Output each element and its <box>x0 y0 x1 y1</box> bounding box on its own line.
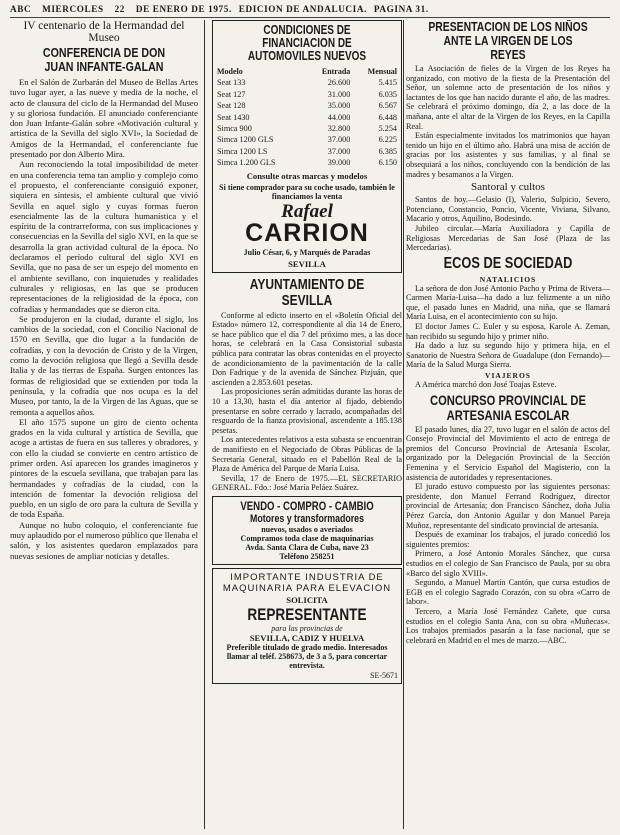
column-middle <box>212 20 402 835</box>
entry-cell: 37.000 <box>327 146 351 156</box>
entry-cell: 26.600 <box>327 78 351 88</box>
column-left <box>10 20 198 835</box>
finance-row <box>216 157 398 168</box>
presentation-paragraph: Están especialmente invitados los matrimonios que hayan tenido un hijo en el último año. Habrá una misa de acción de gracias por los asistentes y sus familias, y al final se obsequiará a los niños, concluyendo con la bendición de las madres y besamanos a la Virgen. <box>406 131 610 179</box>
natalicio-paragraph: La señora de don José Antonio Pacho y Prima de Rivera—Carmen María-Luisa—ha dado a luz felizmente a un niño que, el pasado lunes en Madrid, una niña, que se llamará María Luisa, en el acontecimiento con su hijo. <box>406 283 610 322</box>
column-right <box>406 20 610 835</box>
natalicio-paragraph: Ha dado a luz su segundo hijo y primera hija, en el Sanatorio de Nuestra Señora de Guadalupe (don Fernando)—María de la Salud Murga Sierra. <box>406 341 610 370</box>
masthead: ABC <box>10 4 32 14</box>
job-ad-headline: REPRESENTANTE <box>247 604 367 624</box>
monthly-cell: 5.415 <box>378 78 397 88</box>
finance-row <box>216 123 398 134</box>
monthly-cell: 6.150 <box>378 158 397 168</box>
finance-row <box>216 100 398 111</box>
presentation-paragraph: La Asociación de fieles de la Virgen de los Reyes ha organizado, con motivo de la fiesta de la Presentación del Señor, un solemne acto de presentación de los niños y lactantes de los que han nacido durante el año, de las madres. Se celebrará el próximo domingo, día 2, a las doce de la mañana, ante el altar de la Virgen de los Reyes, en la Capilla Real. <box>406 64 610 131</box>
model-cell: Seat 127 <box>217 89 246 99</box>
car-ad-address: Julio César, 6, y Marqués de Paradas <box>243 247 371 257</box>
motors-ad <box>212 496 402 565</box>
car-ad-city: SEVILLA <box>288 258 326 269</box>
brand-logo <box>216 200 398 247</box>
finance-row <box>216 112 398 123</box>
article-kicker: IV centenario de la Hermandad del Museo <box>23 20 185 44</box>
motors-ad-subtitle: Motores y transformadores <box>250 512 364 525</box>
motors-ad-line: nuevos, usados o averiados <box>261 524 353 534</box>
entry-cell: 31.000 <box>327 89 351 99</box>
entry-cell: 35.000 <box>327 101 351 111</box>
natalicios-heading: NATALICIOS <box>479 274 537 284</box>
article-paragraph: Aun reconociendo la total imposibilidad de meter en una conferencia tema tan amplio y complejo como el propuesto, el conferenciante consiguió exponer, siquiera en síntesis, el ambiente cultural que vivió Sevilla en aquel siglo y cuyas formas fueron esencialmente las de la cultura humanística y el espíritu de la contrarreforma, con sus implicaciones y consecuencias en la Sevilla del siglo XVI, en la que se desarrolla la gran actividad cultural de la época. No declaramos el período cultural del siglo XVI en Sevilla, que no pasa de ser un espejo del momento en el ambiente sevillano, con inquietudes y realidades culturales y religiosas, en las que se producen representaciones de la religiosidad de la época, con cofradías y hermandades que se dieron cita. <box>10 159 198 314</box>
brand-first-name: Rafael <box>281 200 333 222</box>
concurso-headline: CONCURSO PROVINCIAL DE ARTESANIA ESCOLAR <box>430 391 586 423</box>
brand-surname: CARRION <box>245 218 369 247</box>
job-ad-areas: SEVILLA, CADIZ Y HUELVA <box>249 632 365 643</box>
model-cell: Simca 1200 LS <box>217 146 268 156</box>
article-paragraph: El año 1575 supone un giro de ciento ochenta grados en la vida cultural y artística de Sevilla, que acoge a artistas de fuera en sus talleres y obradores, y con ello la ciudad se convierte en centro artístico de primer orden. Así aparecen los grandes imagineros y pintores de la escuela sevillana, que trabajan para las hermandades y cofradías de la ciudad, con la intención de fomentar la devoción religiosa del pueblo, en un siglo de oro para la cultura de Sevilla y de toda España. <box>10 416 198 520</box>
car-ad-headline: CONDICIONES DE FINANCIACION DE AUTOMOVILES NUEVOS <box>247 23 367 63</box>
job-ad-intro: IMPORTANTE INDUSTRIA DE MAQUINARIA PARA ELEVACION <box>222 571 392 594</box>
entry-cell: 37.000 <box>327 135 351 145</box>
entry-cell: 32.800 <box>327 124 351 134</box>
finance-row <box>216 146 398 157</box>
santoral-paragraph: Santos de hoy.—Gelasio (I), Valerio, Sulpicio, Severo, Potenciano, Constancio, Poncio, Vicente, Viviana, Silvano, Macario y otros, Aquilino, Bodesindo. <box>406 195 610 224</box>
model-cell: Seat 133 <box>217 78 246 88</box>
concurso-paragraph: Segundo, a Manuel Martín Cantón, que cursa estudios de EGB en el colegio Sagrado Corazón, con su obra «Carro de labor». <box>406 578 610 607</box>
column-rule <box>403 20 404 829</box>
model-cell: Seat 1430 <box>217 112 250 122</box>
model-cell: Simca 1200 GLS <box>217 135 274 145</box>
ayuntamiento-paragraph: Los antecedentes relativos a esta subasta se encuentran de manifiesto en el Negociado de Obras Públicas de la Secretaría General, situado en el Pabellón Real de la Plaza de América del Parque de María Luisa. <box>212 435 402 474</box>
ayuntamiento-headline: AYUNTAMIENTO DE SEVILLA <box>249 275 365 309</box>
monthly-cell: 6.385 <box>378 146 397 156</box>
concurso-paragraph: Tercero, a María José Fernández Cañete, que cursa estudios en el colegio Santa Ana, con su obra «Muñecas». Los trabajos premiados pasarán a la fase nacional, que se celebrará en Madrid en el mes de marzo.—ABC. <box>406 606 610 645</box>
column-rule <box>204 20 205 829</box>
monthly-cell: 6.567 <box>378 101 397 111</box>
model-cell: Simca 900 <box>217 124 252 134</box>
job-ad-ref: SE-5671 <box>370 670 398 680</box>
finance-row <box>216 134 398 145</box>
viajeros-heading: VIAJEROS <box>485 371 531 381</box>
article-paragraph: Se produjeron en la ciudad, durante el siglo, los cambios de la sociedad, con el Concilio Nacional de 1570 en Sevilla, que dio lugar a la fundación de cofradías, y con la devoción de Cristo y de la Virgen, como la devoción religiosa que llegó a Sevilla desde Italia y de las tierras de España. Surgen entonces las formas de religiosidad que se extienden por toda la península, y la cofradía que nos ocupa es la del Museo, por tanto, la de la Virgen de las Aguas, que se remonta a aquellos años. <box>10 313 198 417</box>
presentation-headline: PRESENTACION DE LOS NIÑOS ANTE LA VIRGEN DE LOS REYES <box>428 20 588 62</box>
entry-cell: 39.000 <box>327 158 351 168</box>
job-ad-verb: SOLICITA <box>286 594 328 605</box>
car-ad-note: Consulte otras marcas y modelos <box>246 170 368 181</box>
ecos-heading: ECOS DE SOCIEDAD <box>443 254 573 272</box>
article-headline: CONFERENCIA DE DON JUAN INFANTE-GALAN <box>42 45 166 74</box>
job-ad-requirements: Preferible titulado de grado medio. Interesados llamar al teléf. 258673, de 3 a 5, para concertar entrevista. <box>226 642 388 671</box>
header-month: DE ENERO DE 1975. <box>135 4 232 14</box>
car-ad-slogan: Si tiene comprador para su coche usado, también le financiamos la venta <box>219 182 395 201</box>
concurso-paragraph: El jurado estuvo compuesto por las siguientes personas: presidente, don Manuel Ferrand Rodríguez, director provincial de Artesanía; don Francisco Sánchez, doña Julia Pérez García, don Antonio Aguilar y don Manuel Pareja Muñoz, representante del sindicato provincial de artesanía. <box>406 482 610 530</box>
ayuntamiento-paragraph: Las proposiciones serán admitidas durante las horas de 10 a 13,30, hasta el día anterior al fijado, debiendo presentarse en sobre cerrado y lacrado, acompañadas del resguardo de la fianza provisional, ascendente a 185.138 pesetas. <box>212 387 402 435</box>
natalicio-paragraph: El doctor James C. Euler y su esposa, Karole A. Zeman, han recibido su segundo hijo y primer niño. <box>406 322 610 341</box>
model-cell: Seat 128 <box>217 101 246 111</box>
motors-ad-line: Compramos toda clase de maquinarias <box>240 533 374 543</box>
job-ad-areas-label: para las provincias de <box>271 623 343 633</box>
col-header-monthly: Mensual <box>367 67 397 76</box>
article-paragraph: Aunque no hubo coloquio, el conferenciante fue muy aplaudido por el numeroso público que llenaba el salón, y los asistentes quedaron emplazados para nuevas sesiones de ampliar noticias y detalles. <box>10 519 198 561</box>
finance-row <box>216 89 398 100</box>
santoral-heading: Santoral y cultos <box>471 181 545 194</box>
ayuntamiento-signature: Sevilla, 17 de Enero de 1975.—EL SECRETARIO GENERAL. Fdo.: José María Peláez Suárez. <box>212 473 402 493</box>
header-weekday: MIERCOLES <box>42 4 104 14</box>
motors-ad-headline: VENDO - COMPRO - CAMBIO <box>240 498 374 513</box>
monthly-cell: 6.448 <box>378 112 397 122</box>
finance-row <box>216 77 398 88</box>
finance-table <box>216 66 398 169</box>
col-header-model: Modelo <box>217 67 243 76</box>
viajeros-paragraph: A América marchó don José Toajas Esteve. <box>415 380 557 390</box>
concurso-paragraph: Primero, a José Antonio Morales Sánchez, que cursa estudios en el colegio de San Francisco de Paula, por su obra «Barco del siglo XVIII». <box>406 549 610 578</box>
header-day: 22 <box>114 4 125 14</box>
ayuntamiento-paragraph: Conforme al edicto inserto en el «Boletín Oficial del Estado» número 12, correspondiente al día 14 de Enero, se hace público que el día 7 del próximo mes, a las doce horas, se celebrará en la Casa Consistorial subasta pública para contratar las obras contenidas en el proyecto de acondicionamiento de la pavimentación de la calle Don Fadrique y de la avenida de Sánchez Pizjuán, que ascienden a 2.853.601 pesetas. <box>212 310 402 387</box>
job-ad <box>212 568 402 684</box>
motors-ad-phone: Teléfono 258251 <box>279 551 335 561</box>
car-finance-ad <box>212 20 402 273</box>
concurso-paragraph: Después de examinar los trabajos, el jurado concedió los siguientes premios: <box>406 530 610 549</box>
model-cell: Simca 1.200 GLS <box>217 158 276 168</box>
col-header-entry: Entrada <box>321 67 351 76</box>
article-paragraph: En el Salón de Zurbarán del Museo de Bellas Artes tuvo lugar ayer, a las nueve y media de la noche, el acto de clausura del ciclo de la Hermandad del Museo y su gloriosa fundación. El anunciado conferenciante don Juan Infante-Galán sobre «Motivación cultural y artística de la Sevilla del siglo XVI», la Sociedad de Amigos de la Hermandad, el conferenciante fue presentado por don Alberto Mira. <box>10 77 198 160</box>
monthly-cell: 6.225 <box>378 135 397 145</box>
concurso-paragraph: El pasado lunes, día 27, tuvo lugar en el salón de actos del Consejo Provincial del Movimiento el acto de entrega de premios del Concurso Provincial de Artesanía Escolar, organizado por la Delegación Provincial de la Sección Femenina y el Servicio Español del Magisterio, con la asistencia de autoridades y representaciones. <box>406 424 610 482</box>
page-header <box>10 4 610 18</box>
header-edition: EDICION DE ANDALUCIA. <box>238 4 367 14</box>
header-page: PAGINA 31. <box>373 4 429 14</box>
santoral-paragraph: Jubileo circular.—María Auxiliadora y Capilla de Religiosas Mercedarias de San José (Plaza de las Mercedarias). <box>406 223 610 253</box>
motors-ad-address: Avda. Santa Clara de Cuba, nave 23 <box>245 542 369 552</box>
monthly-cell: 5.254 <box>378 124 397 134</box>
monthly-cell: 6.035 <box>378 89 397 99</box>
entry-cell: 44.000 <box>327 112 351 122</box>
